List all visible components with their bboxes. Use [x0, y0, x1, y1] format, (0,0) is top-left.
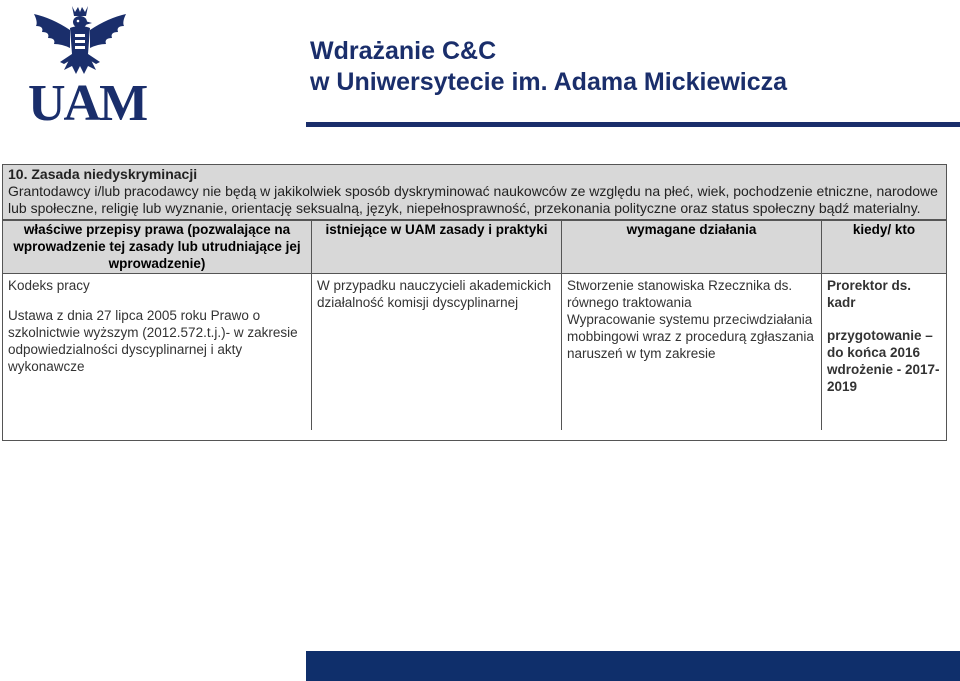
implementation-table: [3, 220, 946, 430]
cell-when-who: [822, 274, 947, 431]
cell-practices: [312, 274, 562, 431]
law-item: Kodeks pracy: [8, 278, 90, 293]
principle-title: 10. Zasada niedyskryminacji: [8, 166, 198, 182]
column-header-when-who: kiedy/ kto: [822, 221, 947, 274]
responsible-person: Prorektor ds. kadr: [827, 278, 912, 310]
principle-text: Grantodawcy i/lub pracodawcy nie będą w jakikolwiek sposób dyskryminować naukowców ze względu na płeć, wiek, pochodzenie etniczne, narodowe lub społeczne, religię lub wyznanie, orientację seksualną, język, niepełnosprawność, przekonania polityczne oraz status społeczny bądź materialny.: [8, 183, 938, 216]
page-title: [310, 36, 787, 98]
principle-header: [3, 165, 946, 220]
column-header-actions: wymagane działania: [562, 221, 822, 274]
cell-actions: [562, 274, 822, 431]
law-item: Ustawa z dnia 27 lipca 2005 roku Prawo o szkolnictwie wyższym (2012.572.t.j.)- w zakresie odpowiedzialności dyscyplinarnej i akty wykonawcze: [8, 308, 298, 374]
title-underline: [306, 122, 960, 127]
uam-logo: [28, 4, 147, 132]
action-item: Wypracowanie systemu przeciwdziałania mobbingowi wraz z procedurą zgłaszania naruszeń w tym zakresie: [567, 312, 814, 361]
implementation-period: wdrożenie - 2017-2019: [827, 362, 940, 394]
practice-item: W przypadku nauczycieli akademickich działalność komisji dyscyplinarnej: [317, 278, 552, 310]
logo-wordmark: UAM: [28, 75, 147, 132]
cell-laws: [3, 274, 312, 431]
column-header-laws: właściwe przepisy prawa (pozwalające na wprowadzenie tej zasady lub utrudniające jej wprowadzenie): [3, 221, 312, 274]
table-row: [3, 274, 946, 431]
footer-bar: [306, 651, 960, 681]
preparation-deadline: przygotowanie – do końca 2016: [827, 328, 933, 360]
eagle-emblem-icon: [28, 4, 132, 82]
title-line-1: Wdrażanie C&C: [310, 37, 497, 65]
action-item: Stworzenie stanowiska Rzecznika ds. równego traktowania: [567, 278, 793, 310]
principle-document: [2, 164, 947, 441]
title-line-2: w Uniwersytecie im. Adama Mickiewicza: [310, 68, 788, 96]
column-header-practices: istniejące w UAM zasady i praktyki: [312, 221, 562, 274]
table-header-row: [3, 221, 946, 274]
